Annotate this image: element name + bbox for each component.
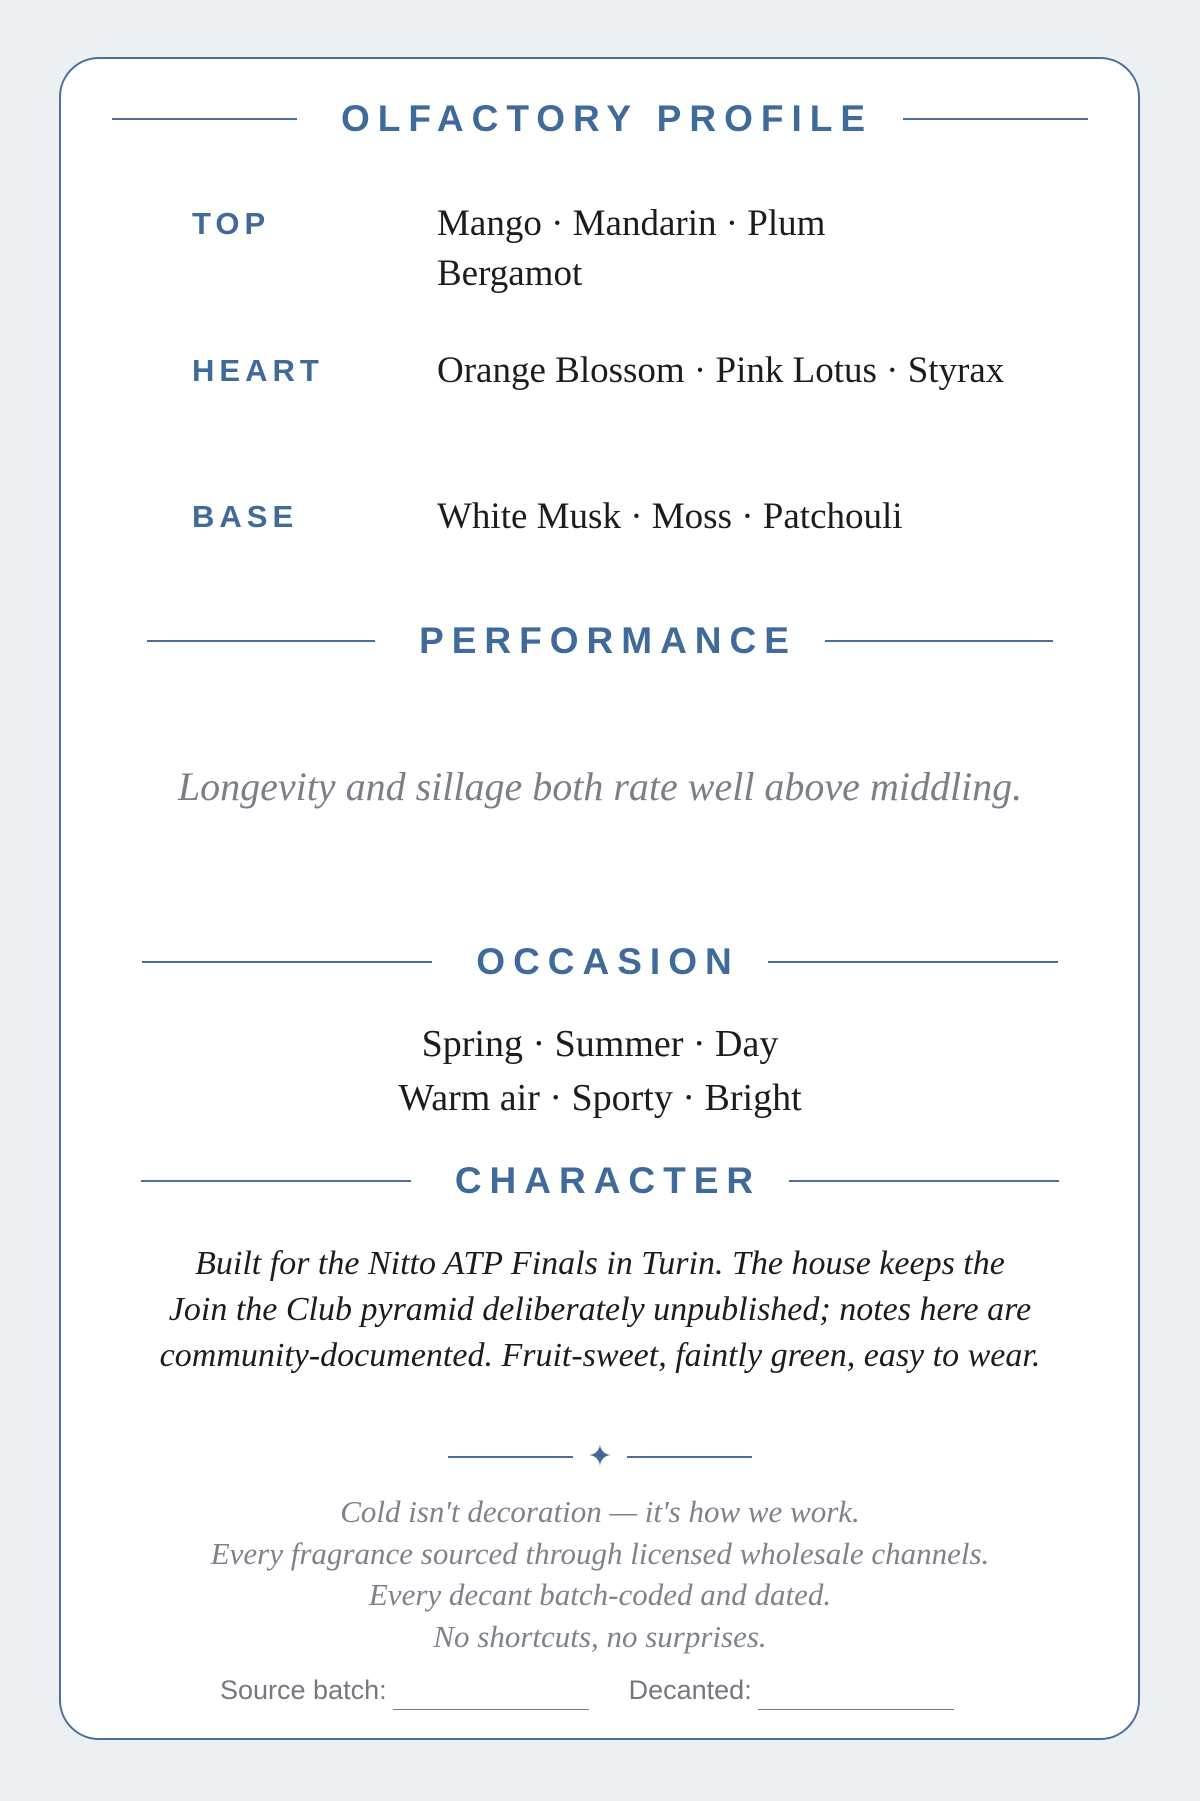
base-notes-label: BASE <box>192 499 299 534</box>
footer-line: Every fragrance sourced through licensed wholesale channels. <box>210 1535 990 1571</box>
top-notes-line-2: Bergamot <box>437 253 583 294</box>
base-notes-value: White Musk · Moss · Patchouli <box>437 496 903 537</box>
olfactory-profile-title: OLFACTORY PROFILE <box>340 98 874 139</box>
ornament-divider <box>0 1440 1200 1474</box>
heading-rule-left <box>112 118 297 120</box>
divider-rule-right <box>627 1456 752 1458</box>
occasion-line: Warm air · Sporty · Bright <box>398 1077 802 1119</box>
footer-line: Cold isn't decoration — it's how we work. <box>340 1494 860 1529</box>
occasion-title: OCCASION <box>476 941 740 982</box>
occasion-heading <box>0 937 1200 987</box>
top-notes-line-1: Mango · Mandarin · Plum <box>437 203 826 244</box>
decanted-blank <box>758 1679 954 1710</box>
heading-rule-right <box>903 118 1088 120</box>
source-batch-blank <box>393 1679 589 1710</box>
footer-statement <box>0 1491 1200 1657</box>
character-heading <box>0 1156 1200 1206</box>
character-line: Join the Club pyramid deliberately unpublished; notes here are <box>168 1291 1032 1328</box>
heading-rule-left <box>142 961 432 963</box>
batch-fields <box>220 1670 954 1710</box>
character-line: Built for the Nitto ATP Finals in Turin. The house keeps the <box>195 1245 1005 1282</box>
top-notes-value <box>437 199 1087 299</box>
divider-rule-left <box>448 1456 573 1458</box>
character-title: CHARACTER <box>454 1160 762 1201</box>
performance-text: Longevity and sillage both rate well above middling. <box>177 764 1023 809</box>
heading-rule-left <box>141 1180 411 1182</box>
performance-title: PERFORMANCE <box>419 620 797 661</box>
top-notes-label: TOP <box>192 206 271 241</box>
heart-notes-value: Orange Blossom · Pink Lotus · Styrax <box>437 350 1005 391</box>
heading-rule-right <box>825 640 1053 642</box>
character-line: community-documented. Fruit-sweet, faintly green, easy to wear. <box>159 1337 1041 1374</box>
occasion-line: Spring · Summer · Day <box>421 1023 779 1065</box>
occasion-list <box>0 1017 1200 1125</box>
heading-rule-right <box>768 961 1058 963</box>
olfactory-profile-heading <box>0 94 1200 144</box>
four-point-star-icon: ✦ <box>587 1439 613 1474</box>
footer-line: No shortcuts, no surprises. <box>433 1618 767 1654</box>
heading-rule-left <box>147 640 375 642</box>
footer-line: Every decant batch-coded and dated. <box>368 1577 832 1612</box>
source-batch-label: Source batch: <box>220 1675 387 1705</box>
heading-rule-right <box>789 1180 1059 1182</box>
heart-notes-label: HEART <box>192 353 324 388</box>
performance-heading <box>0 616 1200 666</box>
character-text <box>0 1241 1200 1379</box>
profile-card <box>59 57 1140 1740</box>
decanted-label: Decanted: <box>628 1675 752 1705</box>
